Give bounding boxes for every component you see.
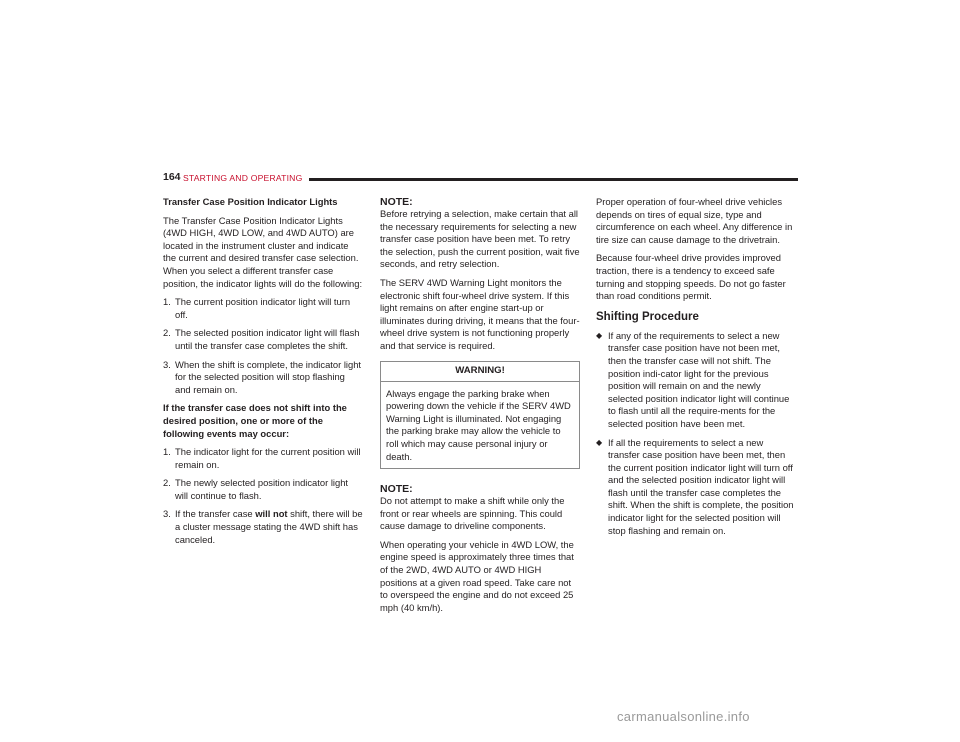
- watermark: carmanualsonline.info: [617, 709, 750, 724]
- tire-size-text: Proper operation of four-wheel drive vehicles depends on tires of equal size, type and circumference on each wheel. Any difference in tire size can cause damage to the drivetrain.: [596, 196, 793, 245]
- list-text: The indicator light for the current position will remain on.: [175, 446, 361, 470]
- warning-box: [380, 361, 580, 470]
- list-text: [175, 508, 363, 546]
- warning-text: Always engage the parking brake when powering down the vehicle if the SERV 4WD Warning Light is illuminated. Not engaging the parking brake may allow the vehicle to roll which may cause personal injury or death.: [386, 387, 571, 462]
- 4wd-low-text: When operating your vehicle in 4WD LOW, the engine speed is approximately three times that of the 2WD, 4WD AUTO or 4WD HIGH positions at a given road speed. Take care not to overspeed the engine and do not exceed 25 mph (40 km/h).: [380, 538, 574, 613]
- diamond-bullet-icon: ◆: [596, 330, 603, 340]
- note-label: NOTE:: [380, 483, 413, 496]
- note-spinning-text: Do not attempt to make a shift while only the front or rear wheels are spinning. This could cause damage to driveline components.: [380, 495, 565, 532]
- traction-text: Because four-wheel drive provides improved traction, there is a tendency to exceed safe turning and stopping speeds. Do not go faster than road conditions permit.: [596, 252, 786, 302]
- list-text-pre: If the transfer case: [175, 508, 256, 520]
- list-number: 2.: [163, 477, 171, 489]
- list-text: The newly selected position indicator light will continue to flash.: [175, 477, 349, 501]
- failure-intro: If the transfer case does not shift into the desired position, one or more of the following events may occur:: [163, 402, 347, 439]
- transfer-case-intro: The Transfer Case Position Indicator Lights (4WD HIGH, 4WD LOW, and 4WD AUTO) are located in the instrument cluster and indicate the current and desired transfer case selection. When you select a different transfer case position, the indicator lights will do the following:: [163, 214, 363, 289]
- list-item: [596, 437, 796, 538]
- failure-events-list: [163, 446, 363, 546]
- list-number: 1.: [163, 296, 171, 308]
- list-text-post: shift, there will be a cluster message stating the 4WD shift has canceled.: [175, 508, 363, 545]
- shifting-procedure-heading: Shifting Procedure: [596, 310, 699, 323]
- list-item: [596, 330, 796, 431]
- column-left: [163, 196, 363, 552]
- list-item: [163, 327, 363, 352]
- list-text: If any of the requirements to select a new transfer case position have not been met, then the transfer case will not shift. The position indi-cator light for the previous position will remain on and the newly selected position indicator light will continue to flash until all the require-ments for the selected position have been met.: [608, 329, 790, 429]
- note-retry-text: Before retrying a selection, make certain that all the necessary requirements for selecting a new transfer case position have been met. To retry the selection, push the current position, wait five seconds, and retry selection.: [380, 208, 580, 270]
- list-text: The current position indicator light will turn off.: [175, 296, 351, 320]
- list-text: When the shift is complete, the indicator light for the selected position will stop flashing and remain on.: [175, 358, 362, 395]
- section-title: STARTING AND OPERATING: [183, 173, 303, 183]
- header-rule: [309, 178, 798, 181]
- list-text-bold: will not: [255, 508, 288, 520]
- list-item: [163, 359, 363, 397]
- list-item: [163, 477, 363, 502]
- serv-4wd-text: The SERV 4WD Warning Light monitors the electronic shift four-wheel drive system. If this light remains on after engine start-up or illuminates during driving, it means that the four-wheel drive system is not functioning properly and that service is required.: [380, 276, 580, 351]
- note-label: NOTE:: [380, 196, 413, 208]
- list-item: [163, 446, 363, 471]
- column-middle: [380, 196, 580, 620]
- list-text: If all the requirements to select a new transfer case position have been met, then the current position indicator light will turn off and the selected position indicator light will flash until the transfer case completes the shift. When the shift is complete, the position indicator light for the selected position will stop flashing and remain on.: [608, 436, 794, 536]
- page-header: [163, 171, 798, 185]
- diamond-bullet-icon: ◆: [596, 437, 603, 447]
- column-right: [596, 196, 796, 543]
- shifting-bullets: [596, 330, 796, 538]
- indicator-steps-list: [163, 296, 363, 396]
- list-number: 1.: [163, 446, 171, 458]
- list-text: The selected position indicator light will flash until the transfer case completes the shift.: [175, 327, 360, 351]
- list-number: 3.: [163, 508, 171, 520]
- list-number: 3.: [163, 358, 171, 370]
- list-item: [163, 508, 363, 546]
- list-number: 2.: [163, 327, 171, 339]
- warning-title: WARNING!: [381, 362, 579, 382]
- list-item: [163, 296, 363, 321]
- page-number: 164: [163, 171, 181, 183]
- transfer-case-heading: Transfer Case Position Indicator Lights: [163, 196, 338, 207]
